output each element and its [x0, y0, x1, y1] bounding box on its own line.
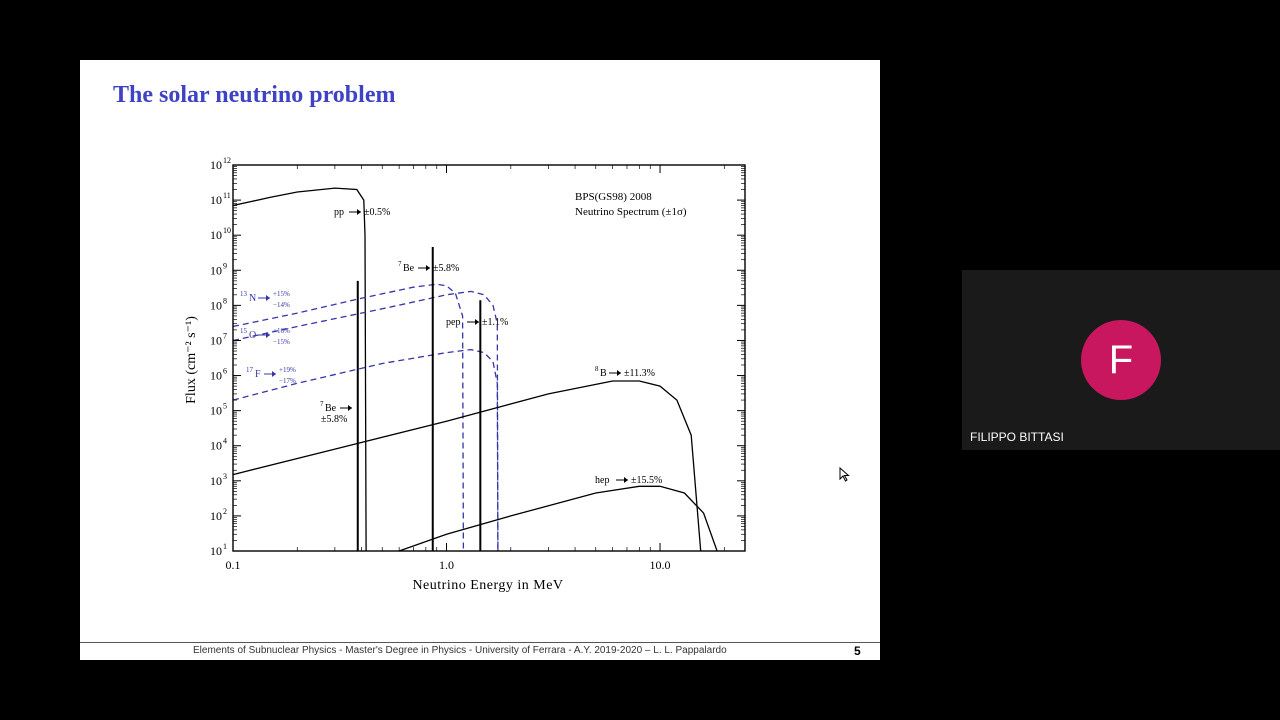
y-tick-label: 10	[210, 193, 222, 208]
y-tick-exponent: 6	[223, 366, 227, 376]
series-label-pp	[334, 207, 390, 218]
y-tick-label: 10	[210, 333, 222, 348]
uncertainty-upper: +15%	[273, 290, 290, 298]
slide-footer: Elements of Subnuclear Physics - Master's Degree in Physics - University of Ferrara - A.Y. 2019-2020 – L. L. Pappalardo	[193, 645, 727, 656]
y-tick-label: 10	[210, 263, 222, 278]
y-tick-exponent: 1	[223, 542, 227, 551]
uncertainty-value: ±5.8%	[321, 414, 348, 425]
y-tick-exponent: 8	[223, 296, 227, 306]
arrow-head-icon	[357, 209, 361, 215]
arrow-head-icon	[426, 265, 430, 271]
series-label-f17	[246, 366, 296, 385]
arrow-head-icon	[272, 371, 276, 377]
isotope-mass-number: 13	[240, 290, 247, 298]
y-tick-label: 10	[210, 438, 222, 453]
y-tick-label: 10	[210, 228, 222, 243]
series-name: Be	[403, 263, 415, 274]
series-label-hep	[595, 475, 662, 486]
y-tick-label: 10	[210, 403, 222, 418]
y-tick-label: 10	[210, 368, 222, 383]
isotope-mass-number: 8	[595, 365, 599, 373]
arrow-head-icon	[624, 477, 628, 483]
uncertainty-upper: +16%	[273, 327, 290, 335]
y-tick-exponent: 4	[223, 436, 227, 446]
series-name: pp	[334, 207, 344, 218]
y-tick-label: 10	[210, 298, 222, 313]
chart-title: BPS(GS98) 2008	[575, 191, 652, 203]
series-curve-8b	[233, 381, 701, 551]
uncertainty-value: ±1.1%	[482, 317, 509, 328]
series-name: pep	[446, 317, 461, 328]
series-name: B	[600, 368, 607, 379]
uncertainty-upper: +19%	[279, 366, 296, 374]
y-tick-exponent: 10	[223, 226, 231, 236]
x-tick-label: 10.0	[649, 558, 671, 572]
arrow-head-icon	[266, 295, 270, 301]
uncertainty-value: ±5.8%	[433, 263, 460, 274]
y-tick-label: 10	[210, 544, 222, 558]
isotope-mass-number: 15	[240, 327, 247, 335]
y-tick-label: 10	[210, 473, 222, 488]
participant-tile[interactable]	[962, 270, 1280, 450]
participant-name: FILIPPO BITTASI	[970, 430, 1064, 444]
arrow-head-icon	[348, 405, 352, 411]
series-name: Be	[325, 403, 337, 414]
isotope-mass-number: 17	[246, 366, 253, 374]
series-label-pep	[446, 317, 508, 328]
footer-divider	[80, 642, 880, 643]
y-tick-label: 10	[210, 158, 222, 172]
series-name: hep	[595, 475, 610, 486]
isotope-mass-number: 7	[320, 400, 324, 408]
mouse-pointer-icon	[839, 467, 851, 483]
avatar: F	[1081, 320, 1161, 400]
chart-subtitle: Neutrino Spectrum (±1σ)	[575, 206, 687, 218]
y-tick-label: 10	[210, 508, 222, 523]
series-label-be7-high	[398, 260, 459, 274]
y-tick-exponent: 2	[223, 506, 227, 516]
series-label-o15	[240, 327, 290, 346]
y-axis-label: Flux (cm⁻² s⁻¹)	[184, 316, 199, 404]
slide-number: 5	[854, 644, 861, 658]
series-name: F	[255, 369, 261, 380]
x-axis-label: Neutrino Energy in MeV	[412, 578, 564, 593]
uncertainty-lower: −14%	[273, 301, 290, 309]
slide	[80, 60, 880, 660]
uncertainty-lower: −15%	[273, 338, 290, 346]
series-curve-13n	[233, 284, 463, 551]
y-tick-exponent: 7	[223, 331, 227, 341]
y-tick-exponent: 3	[223, 471, 227, 481]
x-tick-label: 0.1	[225, 558, 241, 572]
isotope-mass-number: 7	[398, 260, 402, 268]
slide-title: The solar neutrino problem	[113, 82, 396, 108]
uncertainty-value: ±0.5%	[364, 207, 391, 218]
series-label-be7-low	[320, 400, 352, 425]
y-tick-exponent: 5	[223, 401, 227, 411]
series-label-b8	[595, 365, 655, 379]
y-tick-exponent: 11	[223, 191, 231, 201]
y-tick-exponent: 12	[223, 156, 231, 165]
uncertainty-lower: −17%	[279, 377, 296, 385]
series-name: N	[249, 293, 257, 304]
series-curve-hep	[399, 486, 717, 551]
series-label-n13	[240, 290, 290, 309]
x-tick-label: 1.0	[439, 558, 455, 572]
uncertainty-value: ±15.5%	[631, 475, 663, 486]
neutrino-spectrum-chart	[80, 60, 880, 640]
arrow-head-icon	[475, 319, 479, 325]
series-name: O	[249, 330, 257, 341]
uncertainty-value: ±11.3%	[624, 368, 655, 379]
y-tick-exponent: 9	[223, 261, 227, 271]
arrow-head-icon	[617, 370, 621, 376]
